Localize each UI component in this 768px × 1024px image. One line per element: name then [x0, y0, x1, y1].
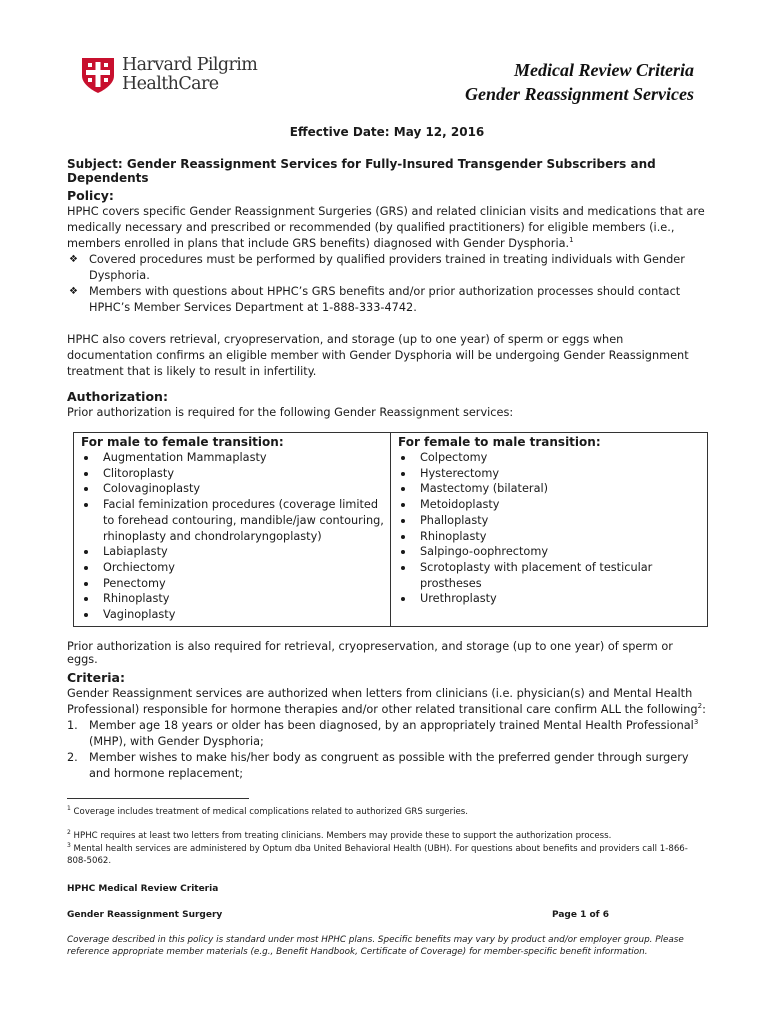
list-item: Scrotoplasty with placement of testicular prostheses	[398, 560, 701, 591]
footnote-ref-3: 3	[693, 718, 699, 727]
list-item: Penectomy	[81, 576, 384, 592]
diamond-bullet-icon: ❖	[69, 286, 78, 297]
list-item: Metoidoplasty	[398, 497, 701, 513]
footer-line-1: HPHC Medical Review Criteria	[67, 884, 219, 894]
policy-paragraph-2: HPHC also covers retrieval, cryopreservation, and storage (up to one year) of sperm or eggs when documentation confirms an eligible member with Gender Dysphoria will be undergoing Gender Reassignment treatment that is likely to result in infertility.	[67, 333, 689, 378]
list-item: Salpingo-oophrectomy	[398, 544, 701, 560]
footnote-1: $^1$ Coverage includes treatment of medical complications related to authorized GRS surgeries.	[67, 805, 468, 817]
authorization-heading: Authorization:	[67, 389, 168, 404]
footer-disclaimer: Coverage described in this policy is standard under most HPHC plans. Specific benefits may vary by product and/or employer group. Please reference appropriate member materials (e.g., Benefit Handbook, Certificate of Coverage) for member-specific benefit information.	[67, 935, 684, 957]
mtf-list	[81, 450, 384, 623]
list-item: Labiaplasty	[81, 544, 384, 560]
authorization-section	[67, 389, 707, 421]
list-item: Facial feminization procedures (coverage limited to forehead contouring, mandible/jaw contouring, rhinoplasty and chondrolaryngoplasty)	[81, 497, 384, 544]
page-number: Page 1 of 6	[552, 910, 609, 920]
mtf-column	[74, 433, 391, 627]
list-item: Urethroplasty	[398, 591, 701, 607]
list-item: Vaginoplasty	[81, 607, 384, 623]
list-item: Augmentation Mammaplasty	[81, 450, 384, 466]
criteria-intro: Gender Reassignment services are authorized when letters from clinicians (i.e. physician(s) and Mental Health Professional) responsible for hormone therapies and/or other related transitional care confirm ALL the following$^2$:	[67, 687, 706, 716]
list-item: ❖ Members with questions about HPHC’s GRS benefits and/or prior authorization processes should contact HPHC’s Member Services Department at 1-888-333-4742.	[69, 285, 681, 314]
title-line-2: Gender Reassignment Services	[465, 84, 694, 104]
list-item: Colpectomy	[398, 450, 701, 466]
diamond-bullet-icon: ❖	[69, 254, 78, 265]
criteria-section	[67, 670, 707, 782]
list-item: Mastectomy (bilateral)	[398, 481, 701, 497]
subject-line: Subject: Gender Reassignment Services for Fully-Insured Transgender Subscribers and Dependents	[67, 157, 656, 185]
list-item: Phalloplasty	[398, 513, 701, 529]
footnote-3: $^3$ Mental health services are administered by Optum dba United Behavioral Health (UBH). For questions about benefits and providers call 1-866-808-5062.	[67, 842, 688, 866]
footnote-ref-2: 2	[697, 702, 703, 711]
brand-line-1: Harvard Pilgrim	[122, 55, 258, 75]
policy-paragraph: HPHC covers specific Gender Reassignment Surgeries (GRS) and related clinician visits and medications that are medically necessary and prescribed or recommended (by qualified practitioners) for eligible members (i.e., members enrolled in plans that include GRS benefits) diagnosed with Gender Dysphoria.$^1$	[67, 205, 705, 250]
title-line-1: Medical Review Criteria	[514, 60, 694, 80]
list-item: 2. Member wishes to make his/her body as congruent as possible with the preferred gender through surgery and hormone replacement;	[67, 751, 689, 780]
criteria-heading: Criteria:	[67, 670, 125, 685]
list-item: Hysterectomy	[398, 466, 701, 482]
policy-bullets	[67, 252, 707, 316]
list-item: Rhinoplasty	[81, 591, 384, 607]
list-item: Orchiectomy	[81, 560, 384, 576]
harvard-pilgrim-logo	[80, 56, 270, 100]
list-item: Colovaginoplasty	[81, 481, 384, 497]
footnote-2: $^2$ HPHC requires at least two letters from treating clinicians. Members may provide these to support the authorization process.	[67, 829, 612, 841]
brand-line-2: HealthCare	[122, 74, 219, 94]
list-item: Clitoroplasty	[81, 466, 384, 482]
shield-cross-icon	[80, 56, 116, 94]
mtf-heading: For male to female transition:	[81, 435, 284, 449]
footer-line-2: Gender Reassignment Surgery	[67, 910, 223, 920]
footnote-divider	[67, 798, 249, 799]
ftm-heading: For female to male transition:	[398, 435, 601, 449]
list-item: Rhinoplasty	[398, 529, 701, 545]
policy-heading: Policy:	[67, 188, 114, 203]
authorization-after: Prior authorization is also required for retrieval, cryopreservation, and storage (up to one year) of sperm or eggs.	[67, 640, 673, 666]
effective-date: Effective Date: May 12, 2016	[289, 125, 485, 139]
list-item: 1. Member age 18 years or older has been diagnosed, by an appropriately trained Mental Health Professional$^3$ (MHP), with Gender Dysphoria;	[67, 718, 699, 748]
list-item: ❖ Covered procedures must be performed by qualified providers trained in treating individuals with Gender Dysphoria.	[69, 253, 685, 282]
criteria-list	[67, 718, 707, 782]
authorization-table	[73, 432, 708, 627]
ftm-column	[391, 433, 708, 627]
policy-section	[67, 188, 707, 380]
document-title	[465, 58, 694, 106]
footnote-ref-1: 1	[569, 236, 574, 245]
authorization-intro: Prior authorization is required for the following Gender Reassignment services:	[67, 406, 514, 419]
ftm-list	[398, 450, 701, 607]
